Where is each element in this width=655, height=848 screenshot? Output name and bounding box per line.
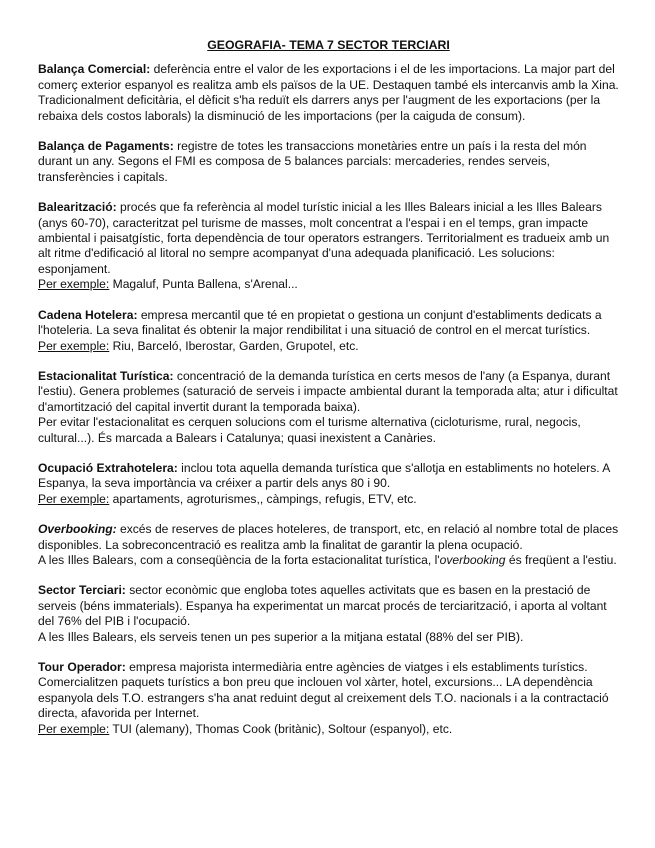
extra-italic-term: overbooking: [439, 552, 506, 567]
entry-balanca-comercial: [38, 62, 619, 124]
definition-paragraph: [38, 522, 619, 553]
extra-paragraph: Per evitar l'estacionalitat es cerquen solucions com el turisme alternativa (cicloturisme, rural, negocis, cultural...). És marcada a Balears i Catalunya; quasi inexistent a Canàries.: [38, 415, 581, 445]
definition-text: procés que fa referència al model turístic inicial a les Illes Balears inicial a les Illes Balears (anys 60-70), caracteritzat pel turisme de masses, molt concentrat a l'espai i en el temps, gran impacte ambiental i paisatgístic, forta dependència de tour operators estrangers. Territorialment es tradueix amb un alt ritme d'edificació al litoral no sempre acompanyat d'una adequada planificació. Les solucions: esponjament.: [38, 200, 610, 276]
definition-paragraph: [38, 369, 619, 415]
extra-text-before: A les Illes Balears, com a conseqüència de la forta estacionalitat turística, l': [38, 552, 440, 567]
example-text: Riu, Barceló, Iberostar, Garden, Grupotel, etc.: [109, 338, 359, 353]
definition-text: empresa majorista intermediària entre agències de viatges i els establiments turístics. Comercialitzen paquets turístics a bon preu que inclouen vol xàrter, hotel, excursions... LA dependència espanyola dels T.O. estrangers s'ha anat reduint degut al creixement dels T.O. nacionals i a la contractació directa, afavorida per Internet.: [38, 660, 609, 721]
term-label: Balearització:: [38, 200, 117, 215]
definition-paragraph: [38, 461, 619, 492]
definition-text: deferència entre el valor de les exportacions i el de les importacions. La major part del comerç exterior espanyol es realitza amb els països de la UE. Destaquen també els intercanvis amb la Xina. Tradicionalment deficitària, el dèficit s'ha reduït els darrers anys per l'augment de les exportacions (per la rebaixa dels costos laborals) la disminució de les importacions (per la caiguda de consum).: [38, 62, 619, 123]
entry-estacionalitat-turistica: [38, 369, 619, 446]
entry-balearitzacio: [38, 200, 619, 292]
example-line: [38, 339, 619, 354]
definition-text: inclou tota aquella demanda turística que s'allotja en establiments no hotelers. A Espanya, la seva importància va créixer a partir dels anys 80 i 90.: [38, 460, 610, 491]
extra-paragraph: A les Illes Balears, els serveis tenen un pes superior a la mitjana estatal (88% del ser PIB).: [38, 629, 524, 644]
definition-text: empresa mercantil que té en propietat o gestiona un conjunt d'establiments dedicats a l'hoteleria. La seva finalitat és obtenir la major rendibilitat i una situació de control en el mercat turístics.: [38, 307, 602, 338]
entry-cadena-hotelera: [38, 308, 619, 354]
definition-paragraph: [38, 308, 619, 339]
term-label: Estacionalitat Turística:: [38, 368, 174, 383]
example-label: Per exemple:: [38, 277, 110, 292]
extra-paragraph: [38, 553, 619, 568]
example-text: TUI (alemany), Thomas Cook (britànic), Soltour (espanyol), etc.: [109, 721, 453, 736]
example-text: Magaluf, Punta Ballena, s'Arenal...: [109, 277, 298, 292]
definition-text: excés de reserves de places hoteleres, de transport, etc, en relació al nombre total de places disponibles. La sobreconcentració es realitza amb la finalitat de garantir la plena ocupació.: [38, 522, 619, 552]
example-label: Per exemple:: [38, 491, 110, 506]
example-label: Per exemple:: [38, 721, 110, 736]
definition-paragraph: [38, 139, 619, 185]
example-text: apartaments, agroturismes,, càmpings, refugis, ETV, etc.: [109, 491, 417, 506]
term-label: Tour Operador:: [38, 660, 126, 674]
term-label: Sector Terciari:: [38, 583, 126, 598]
extra-text-after: és freqüent a l'estiu.: [505, 552, 617, 567]
definition-paragraph: [38, 660, 619, 722]
page-title: GEOGRAFIA- TEMA 7 SECTOR TERCIARI: [207, 38, 450, 52]
definition-paragraph: [38, 62, 619, 124]
definition-paragraph: [38, 583, 619, 629]
term-label: Overbooking:: [38, 522, 117, 537]
example-line: [38, 722, 619, 737]
term-label: Balança Comercial:: [38, 62, 151, 77]
example-line: [38, 492, 619, 507]
definition-text: registre de totes les transaccions monetàries entre un país i la resta del món durant un any. Segons el FMI es composa de 5 balances parcials: mercaderies, rendes serveis, transferències i capitals.: [38, 139, 587, 184]
term-label: Balança de Pagaments:: [38, 139, 174, 154]
term-label: Ocupació Extrahotelera:: [38, 460, 178, 475]
definition-text: concentració de la demanda turística en certs mesos de l'any (a Espanya, durant l'estiu). Genera problemes (saturació de serveis i impacte ambiental durant la temporada alta; atur i dificultat d'amortització del capital invertit durant la temporada baixa).: [38, 368, 618, 414]
entry-overbooking: [38, 522, 619, 568]
entry-sector-terciari: [38, 583, 619, 645]
entry-balanca-pagaments: [38, 139, 619, 185]
term-label: Cadena Hotelera:: [38, 307, 138, 322]
definition-text: sector econòmic que engloba totes aquelles activitats que es basen en la prestació de serveis (béns immaterials). Espanya ha experimentat un marcat procés de terciarització, i aporta al voltant del 76% del PIB i l'ocupació.: [38, 583, 607, 629]
entry-tour-operador: [38, 660, 619, 737]
example-line: [38, 277, 619, 292]
example-label: Per exemple:: [38, 338, 110, 353]
definition-paragraph: [38, 200, 619, 277]
entry-ocupacio-extrahotelera: [38, 461, 619, 507]
